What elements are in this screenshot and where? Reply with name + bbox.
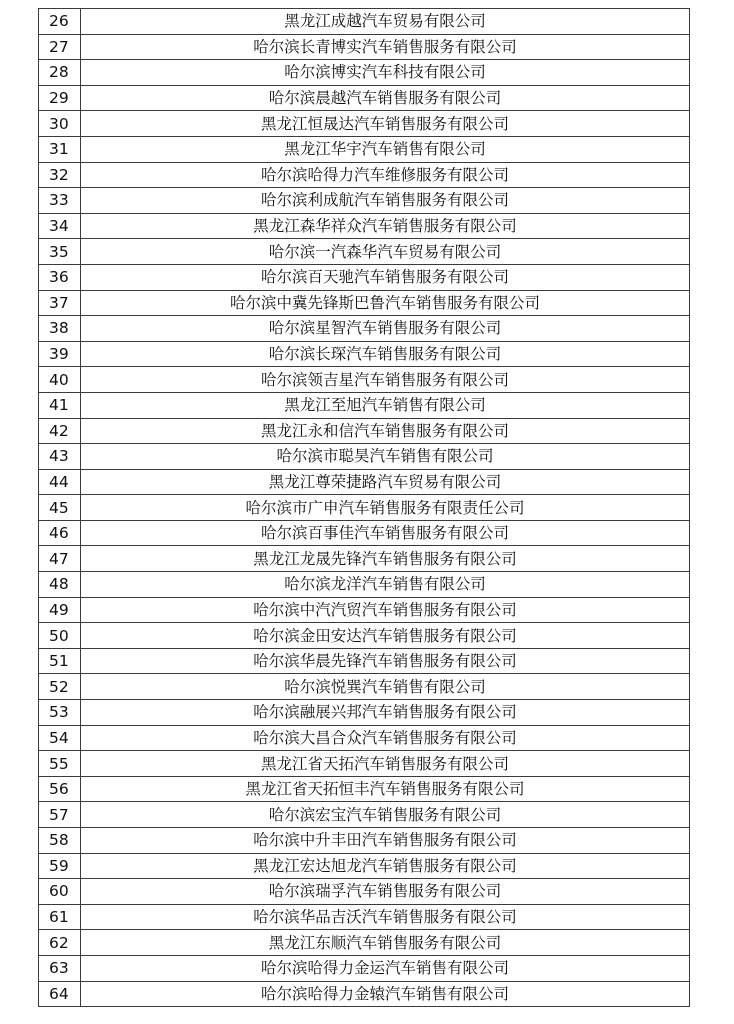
company-name-cell: 哈尔滨利成航汽车销售服务有限公司 [81, 188, 690, 214]
company-name-cell: 哈尔滨华品吉沃汽车销售服务有限公司 [81, 904, 690, 930]
table-row [39, 623, 690, 649]
row-number-cell: 43 [39, 444, 81, 470]
row-number-cell: 50 [39, 623, 81, 649]
company-name-cell: 黑龙江成越汽车贸易有限公司 [81, 9, 690, 35]
company-name-cell: 黑龙江永和信汽车销售服务有限公司 [81, 418, 690, 444]
row-number-cell: 57 [39, 802, 81, 828]
company-name-cell: 哈尔滨博实汽车科技有限公司 [81, 60, 690, 86]
company-name-cell: 哈尔滨哈得力金运汽车销售有限公司 [81, 955, 690, 981]
row-number-cell: 47 [39, 546, 81, 572]
row-number-cell: 56 [39, 776, 81, 802]
company-table [38, 8, 690, 1007]
table-row [39, 674, 690, 700]
company-name-cell: 哈尔滨长青博实汽车销售服务有限公司 [81, 34, 690, 60]
row-number-cell: 37 [39, 290, 81, 316]
table-row [39, 9, 690, 35]
table-row [39, 648, 690, 674]
table-row [39, 725, 690, 751]
table-row [39, 904, 690, 930]
table-row [39, 495, 690, 521]
table-row [39, 239, 690, 265]
table-row [39, 981, 690, 1007]
table-row [39, 418, 690, 444]
row-number-cell: 33 [39, 188, 81, 214]
row-number-cell: 39 [39, 341, 81, 367]
company-name-cell: 哈尔滨悦巽汽车销售有限公司 [81, 674, 690, 700]
company-name-cell: 哈尔滨龙洋汽车销售有限公司 [81, 572, 690, 598]
row-number-cell: 55 [39, 751, 81, 777]
table-row [39, 213, 690, 239]
table-row [39, 853, 690, 879]
company-name-cell: 哈尔滨哈得力金辕汽车销售有限公司 [81, 981, 690, 1007]
row-number-cell: 31 [39, 136, 81, 162]
table-row [39, 828, 690, 854]
company-name-cell: 黑龙江森华祥众汽车销售服务有限公司 [81, 213, 690, 239]
company-name-cell: 哈尔滨融展兴邦汽车销售服务有限公司 [81, 700, 690, 726]
row-number-cell: 32 [39, 162, 81, 188]
row-number-cell: 62 [39, 930, 81, 956]
company-name-cell: 黑龙江尊荣捷路汽车贸易有限公司 [81, 469, 690, 495]
table-row [39, 341, 690, 367]
row-number-cell: 52 [39, 674, 81, 700]
company-name-cell: 黑龙江恒晟达汽车销售服务有限公司 [81, 111, 690, 137]
company-name-cell: 哈尔滨华晨先锋汽车销售服务有限公司 [81, 648, 690, 674]
row-number-cell: 26 [39, 9, 81, 35]
table-row [39, 316, 690, 342]
table-row [39, 188, 690, 214]
row-number-cell: 61 [39, 904, 81, 930]
row-number-cell: 45 [39, 495, 81, 521]
table-row [39, 111, 690, 137]
company-name-cell: 哈尔滨星智汽车销售服务有限公司 [81, 316, 690, 342]
row-number-cell: 28 [39, 60, 81, 86]
row-number-cell: 64 [39, 981, 81, 1007]
table-row [39, 85, 690, 111]
row-number-cell: 35 [39, 239, 81, 265]
company-name-cell: 哈尔滨百天驰汽车销售服务有限公司 [81, 264, 690, 290]
table-row [39, 955, 690, 981]
row-number-cell: 34 [39, 213, 81, 239]
row-number-cell: 48 [39, 572, 81, 598]
row-number-cell: 41 [39, 392, 81, 418]
row-number-cell: 49 [39, 597, 81, 623]
row-number-cell: 51 [39, 648, 81, 674]
company-name-cell: 黑龙江龙晟先锋汽车销售服务有限公司 [81, 546, 690, 572]
company-table-body [39, 9, 690, 1007]
row-number-cell: 59 [39, 853, 81, 879]
table-row [39, 290, 690, 316]
row-number-cell: 54 [39, 725, 81, 751]
table-row [39, 264, 690, 290]
table-row [39, 879, 690, 905]
table-row [39, 930, 690, 956]
company-name-cell: 哈尔滨市聪昊汽车销售有限公司 [81, 444, 690, 470]
row-number-cell: 63 [39, 955, 81, 981]
company-name-cell: 哈尔滨宏宝汽车销售服务有限公司 [81, 802, 690, 828]
table-row [39, 392, 690, 418]
table-row [39, 776, 690, 802]
row-number-cell: 53 [39, 700, 81, 726]
company-name-cell: 哈尔滨中冀先锋斯巴鲁汽车销售服务有限公司 [81, 290, 690, 316]
table-row [39, 751, 690, 777]
row-number-cell: 36 [39, 264, 81, 290]
company-name-cell: 哈尔滨中升丰田汽车销售服务有限公司 [81, 828, 690, 854]
company-name-cell: 哈尔滨晨越汽车销售服务有限公司 [81, 85, 690, 111]
company-name-cell: 哈尔滨长琛汽车销售服务有限公司 [81, 341, 690, 367]
row-number-cell: 60 [39, 879, 81, 905]
row-number-cell: 29 [39, 85, 81, 111]
company-name-cell: 哈尔滨金田安达汽车销售服务有限公司 [81, 623, 690, 649]
table-row [39, 367, 690, 393]
company-name-cell: 哈尔滨瑞孚汽车销售服务有限公司 [81, 879, 690, 905]
row-number-cell: 40 [39, 367, 81, 393]
row-number-cell: 38 [39, 316, 81, 342]
table-row [39, 802, 690, 828]
company-name-cell: 黑龙江省天拓汽车销售服务有限公司 [81, 751, 690, 777]
company-name-cell: 黑龙江东顺汽车销售服务有限公司 [81, 930, 690, 956]
company-name-cell: 哈尔滨市广申汽车销售服务有限责任公司 [81, 495, 690, 521]
company-name-cell: 哈尔滨大昌合众汽车销售服务有限公司 [81, 725, 690, 751]
row-number-cell: 46 [39, 520, 81, 546]
company-name-cell: 黑龙江华宇汽车销售有限公司 [81, 136, 690, 162]
table-row [39, 520, 690, 546]
table-row [39, 597, 690, 623]
row-number-cell: 44 [39, 469, 81, 495]
table-row [39, 546, 690, 572]
table-row [39, 572, 690, 598]
table-row [39, 444, 690, 470]
table-row [39, 34, 690, 60]
row-number-cell: 30 [39, 111, 81, 137]
company-name-cell: 黑龙江省天拓恒丰汽车销售服务有限公司 [81, 776, 690, 802]
company-name-cell: 哈尔滨哈得力汽车维修服务有限公司 [81, 162, 690, 188]
row-number-cell: 42 [39, 418, 81, 444]
company-name-cell: 黑龙江至旭汽车销售有限公司 [81, 392, 690, 418]
row-number-cell: 27 [39, 34, 81, 60]
company-name-cell: 哈尔滨百事佳汽车销售服务有限公司 [81, 520, 690, 546]
company-name-cell: 黑龙江宏达旭龙汽车销售服务有限公司 [81, 853, 690, 879]
company-name-cell: 哈尔滨一汽森华汽车贸易有限公司 [81, 239, 690, 265]
row-number-cell: 58 [39, 828, 81, 854]
table-row [39, 700, 690, 726]
table-row [39, 60, 690, 86]
company-name-cell: 哈尔滨领吉星汽车销售服务有限公司 [81, 367, 690, 393]
table-row [39, 162, 690, 188]
company-name-cell: 哈尔滨中汽汽贸汽车销售服务有限公司 [81, 597, 690, 623]
table-row [39, 136, 690, 162]
table-row [39, 469, 690, 495]
